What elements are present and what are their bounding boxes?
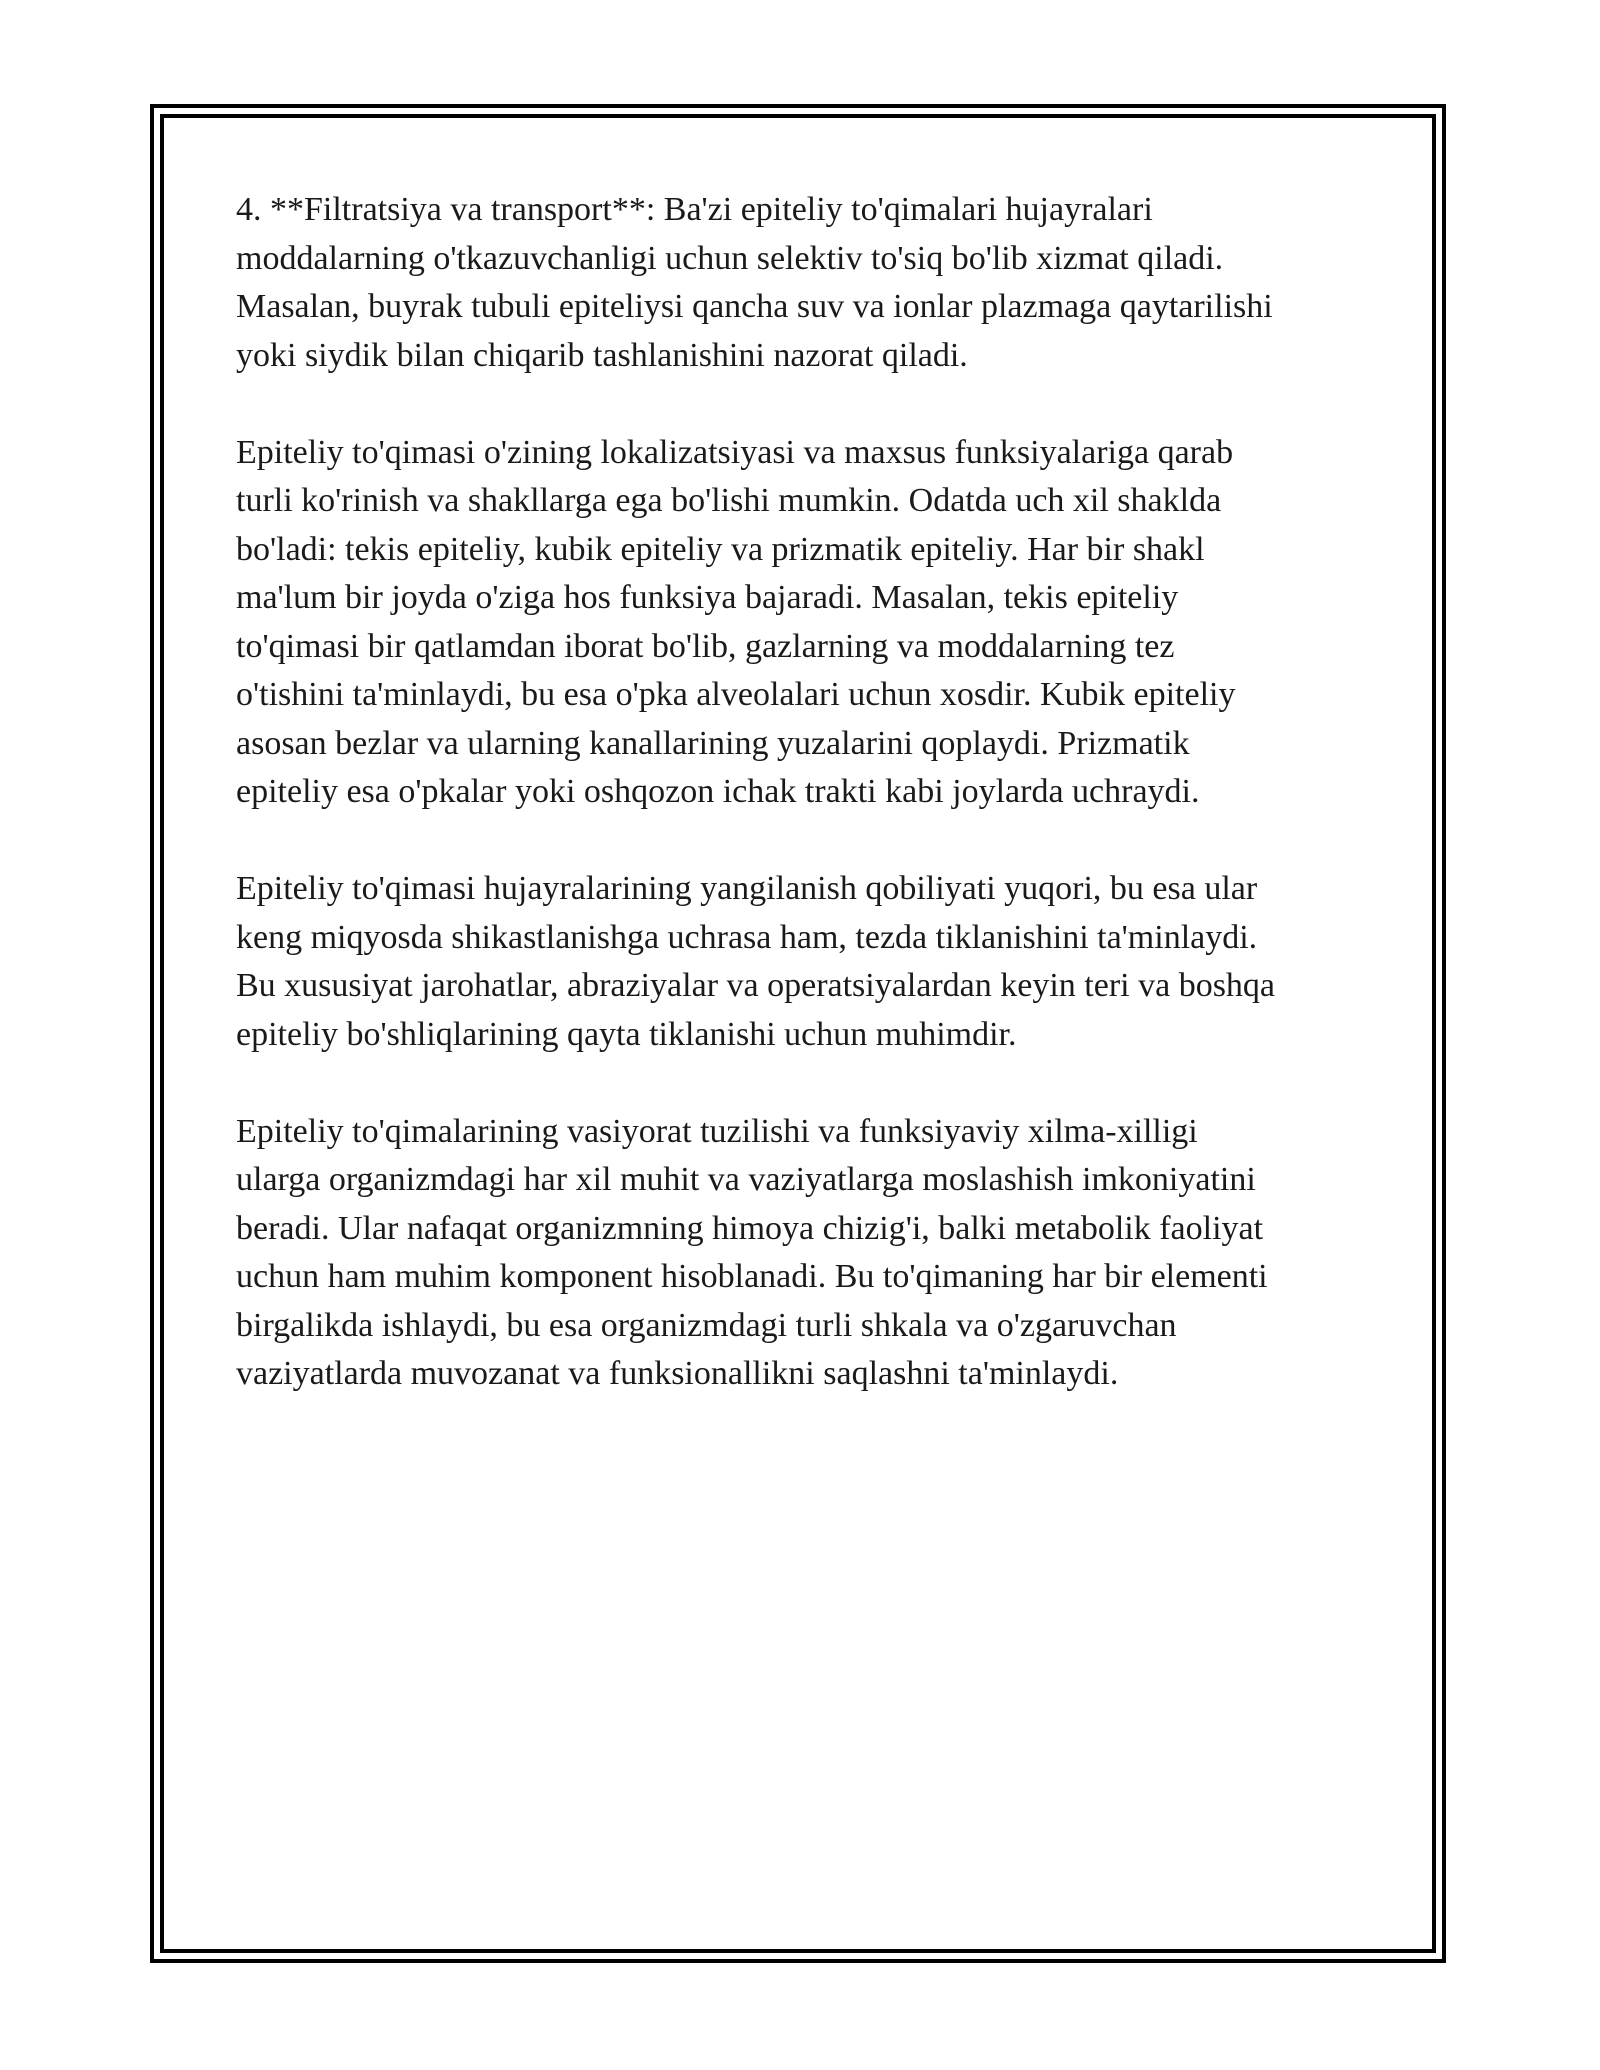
- paragraph-regeneration: Epiteliy to'qimasi hujayralarining yangilanish qobiliyati yuqori, bu esa ular keng miqyosda shikastlanishga uchrasa ham, tezda tiklanishini ta'minlaydi. Bu xususiyat jarohatlar, abraziyalar va operatsiyalardan keyin teri va boshqa epiteliy bo'shliqlarining qayta tiklanishi uchun muhimdir.: [236, 870, 1276, 1053]
- paragraph-epithelium-shapes: Epiteliy to'qimasi o'zining lokalizatsiyasi va maxsus funksiyalariga qarab turli ko'rinish va shakllarga ega bo'lishi mumkin. Odatda uch xil shaklda bo'ladi: tekis epiteliy, kubik epiteliy va prizmatik epiteliy. Har bir shakl ma'lum bir joyda o'ziga hos funksiya bajaradi. Masalan, tekis epiteliy to'qimasi bir qatlamdan iborat bo'lib, gazlarning va moddalarning tez o'tishini ta'minlaydi, bu esa o'pka alveolalari uchun xosdir. Kubik epiteliy asosan bezlar va ularning kanallarining yuzalarini qoplaydi. Prizmatik epiteliy esa o'pkalar yoki oshqozon ichak trakti kabi joylarda uchraydi.: [236, 433, 1236, 810]
- paragraph-filtration-transport: 4. **Filtratsiya va transport**: Ba'zi epiteliy to'qimalari hujayralari moddalarning o'tkazuvchanligi uchun selektiv to'siq bo'lib xizmat qiladi. Masalan, buyrak tubuli epiteliysi qancha suv va ionlar plazmaga qaytarilishi yoki siydik bilan chiqarib tashlanishini nazorat qiladi.: [236, 191, 1273, 374]
- paragraph-diversity: Epiteliy to'qimalarining vasiyorat tuzilishi va funksiyaviy xilma-xilligi ularga organizmdagi har xil muhit va vaziyatlarga moslashish imkoniyatini beradi. Ular nafaqat organizmning himoya chizig'i, balki metabolik faoliyat uchun ham muhim komponent hisoblanadi. Bu to'qimaning har bir elementi birgalikda ishlaydi, bu esa organizmdagi turli shkala va o'zgaruvchan vaziyatlarda muvozanat va funksionallikni saqlashni ta'minlaydi.: [236, 1112, 1268, 1392]
- document-body: [236, 186, 1366, 1447]
